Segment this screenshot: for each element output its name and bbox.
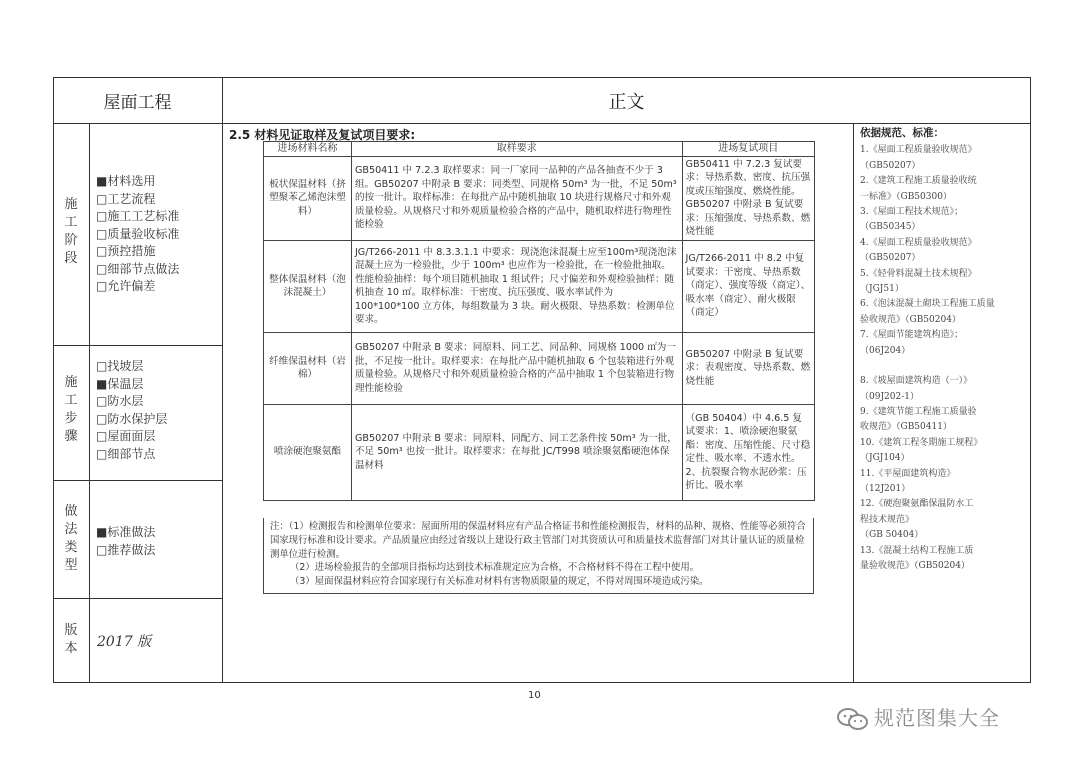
version-label: 版 本 [64, 623, 78, 656]
phase-item: ■材料选用 [96, 174, 156, 188]
column-header: 进场材料名称 [264, 142, 352, 157]
retest-items: JG/T266-2011 中 8.2 中复试要求：干密度、导热系数（商定）、强度等级（商定）、吸水率（商定）、耐火极限（商定） [682, 240, 814, 332]
reference-line: 一标准》（GB50300） [860, 191, 952, 202]
method-label: 做 法 类 型 [64, 504, 78, 573]
material-name: 纤维保温材料（岩棉） [264, 332, 352, 404]
sampling-requirement: GB50207 中附录 B 要求：同原料、同工艺、同品种、同规格 1000 ㎡为一批，不足按一批计。取样要求：在每批产品中随机抽取 6 个包装箱进行外观质量检验。从规格尺寸和外观质量检验合格的产品中抽取 1 个包装箱进行物理性能检验 [351, 332, 682, 404]
phase-item: □工艺流程 [96, 191, 156, 206]
material-name: 整体保温材料（泡沫混凝土） [264, 240, 352, 332]
reference-line: （GB50345） [860, 222, 921, 233]
reference-line: 5.《轻骨料混凝土技术规程》 [860, 268, 977, 279]
retest-items: GB50411 中 7.2.3 复试要求：导热系数、密度、抗压强度或压缩强度、燃烧性能。GB50207 中附录 B 复试要求：压缩强度、导热系数、燃烧性能 [682, 156, 814, 240]
phase-item: □质量验收标准 [96, 226, 180, 241]
reference-line: 6.《泡沫混凝土砌块工程施工质量 [860, 299, 995, 310]
reference-line: 量验收规范》（GB50204） [860, 560, 970, 571]
notes-box [263, 518, 814, 594]
step-item: □屋面面层 [96, 429, 156, 443]
reference-line: （09J202-1） [860, 391, 920, 402]
column-header: 取样要求 [351, 142, 682, 157]
watermark-text: 规范图集大全 [874, 706, 1000, 730]
step-list [96, 358, 167, 463]
step-item: □细部节点 [96, 446, 156, 461]
table-row [264, 332, 815, 404]
sampling-table [263, 141, 815, 501]
table-row [264, 156, 815, 240]
phase-item: □施工工艺标准 [96, 209, 180, 223]
phase-item: □允许偏差 [96, 279, 156, 293]
retest-items: （GB 50404）中 4.6.5 复试要求：1、喷涂硬泡聚氨酯：密度、压缩性能、尺寸稳定性、吸水率、不透水性。2、抗裂聚合物水泥砂浆：压折比、吸水率 [682, 404, 814, 500]
method-list [96, 524, 155, 559]
reference-title: 依据规范、标准： [860, 127, 944, 139]
section-title: 2.5 材料见证取样及复试项目要求: [229, 128, 416, 142]
label-column-divider [89, 123, 90, 683]
reference-line: 2.《建筑工程施工质量验收统 [860, 176, 977, 187]
reference-line: 4.《屋面工程质量验收规范》 [860, 237, 977, 248]
method-item: □推荐做法 [96, 542, 156, 557]
reference-list [860, 126, 1028, 574]
row-divider-1 [53, 345, 222, 346]
reference-line: 验收规范》（GB50204） [860, 314, 961, 325]
note-3: （3）屋面保温材料应符合国家现行有关标准对材料有害物质限量的规定，不得对周围环境造成污染。 [290, 576, 709, 588]
reference-line: 10.《建筑工程冬期施工规程》 [860, 437, 983, 448]
reference-line: 12.《硬泡聚氨酯保温防水工 [860, 499, 974, 510]
sampling-requirement: JG/T266-2011 中 8.3.3.1.1 中要求：现浇泡沫混凝土应至100m³现浇泡沫混凝土应为一检验批，少于 100m³ 也应作为一检验批，在一检验批抽取。性能检验抽样：每个项目随机抽取 1 组试件；尺寸偏差和外观检验抽样：随机抽查 10 ㎡。取样标准：干密度、抗压强度、吸水率试件为 100*100*100 立方体，每组数量为 3 块。耐火极限、导热系数：检测单位要求。 [351, 240, 682, 332]
reference-line: （GB50207） [860, 253, 921, 264]
table-row [264, 404, 815, 500]
note-2: （2）进场检验报告的全部项目指标均达到技术标准规定应为合格，不合格材料不得在工程中使用。 [290, 562, 700, 574]
note-1: 注：（1）检测报告和检测单位要求：屋面所用的保温材料应有产品合格证书和性能检测报告，材料的品种、规格、性能等必须符合国家现行标准和设计要求。产品质量应由经过省级以上建设行政主管部门对其资质认可和质量技术监督部门对其计量认证的质量检测单位进行检测。 [270, 521, 806, 560]
phase-item: □细部节点做法 [96, 261, 180, 276]
row-divider-3 [53, 598, 222, 599]
left-column-divider [222, 77, 223, 683]
method-item: ■标准做法 [96, 525, 156, 539]
sampling-requirement: GB50207 中附录 B 要求：同原料、同配方、同工艺条件按 50m³ 为一批，不足 50m³ 也按一批计。取样要求：在每批 JC/T998 喷涂聚氨酯硬泡体保温材料 [351, 404, 682, 500]
version-text: 2017 版 [97, 634, 152, 650]
retest-items: GB50207 中附录 B 复试要求：表观密度、导热系数、燃烧性能 [682, 332, 814, 404]
reference-line: （GB 50404） [860, 530, 924, 541]
reference-spacer [860, 359, 1028, 374]
step-item: □找坡层 [96, 359, 144, 373]
material-name: 板状保温材料（挤塑聚苯乙烯泡沫塑料） [264, 156, 352, 240]
wechat-icon [836, 707, 870, 731]
table-row [264, 240, 815, 332]
reference-line: 8.《坡屋面建筑构造（一）》 [860, 376, 973, 387]
reference-column-divider [853, 123, 854, 683]
reference-line: （GB50207） [860, 160, 921, 171]
step-item: □防水层 [96, 394, 144, 408]
step-item: □防水保护层 [96, 411, 168, 426]
reference-line: 3.《屋面工程技术规范》； [860, 207, 964, 218]
reference-line: （JGJ51） [860, 284, 904, 295]
row-divider-2 [53, 480, 222, 481]
reference-line: 9.《建筑节能工程施工质量验 [860, 406, 977, 417]
sampling-requirement: GB50411 中 7.2.3 取样要求：同一厂家同一品种的产品各抽查不少于 3 组。GB50207 中附录 B 要求：同类型、同规格 50m³ 为一批，不足 50m³ 的按一批计。取样标准：在每批产品中随机抽取 10 块进行规格尺寸和外观质量检验。从规格尺寸和外观质量检验合格的产品中，随机取样进行物理性能检验 [351, 156, 682, 240]
phase-item: □预控措施 [96, 244, 156, 258]
reference-line: （JGJ104） [860, 453, 910, 464]
reference-line: （06J204） [860, 345, 911, 356]
reference-line: 收规范》（GB50411） [860, 422, 952, 433]
column-header: 进场复试项目 [682, 142, 814, 157]
page-number: 10 [528, 690, 541, 701]
reference-line: 13.《混凝土结构工程施工质 [860, 545, 974, 556]
reference-line: 7.《屋面节能建筑构造》； [860, 330, 964, 341]
reference-line: 1.《屋面工程质量验收规范》 [860, 145, 977, 156]
steps-label: 施 工 步 骤 [64, 375, 78, 444]
header-divider [53, 123, 1031, 124]
left-header-title: 屋面工程 [103, 93, 172, 113]
material-name: 喷涂硬泡聚氨酯 [264, 404, 352, 500]
reference-line: 程技术规范》 [860, 514, 915, 525]
reference-line: （12J201） [860, 483, 911, 494]
phase-list [96, 173, 179, 296]
reference-line: 11.《平屋面建筑构造》 [860, 468, 956, 479]
table-header-row [264, 142, 815, 157]
main-header-title: 正文 [608, 92, 645, 113]
phase-label: 施 工 阶 段 [64, 197, 78, 266]
step-item: ■保温层 [96, 376, 144, 391]
